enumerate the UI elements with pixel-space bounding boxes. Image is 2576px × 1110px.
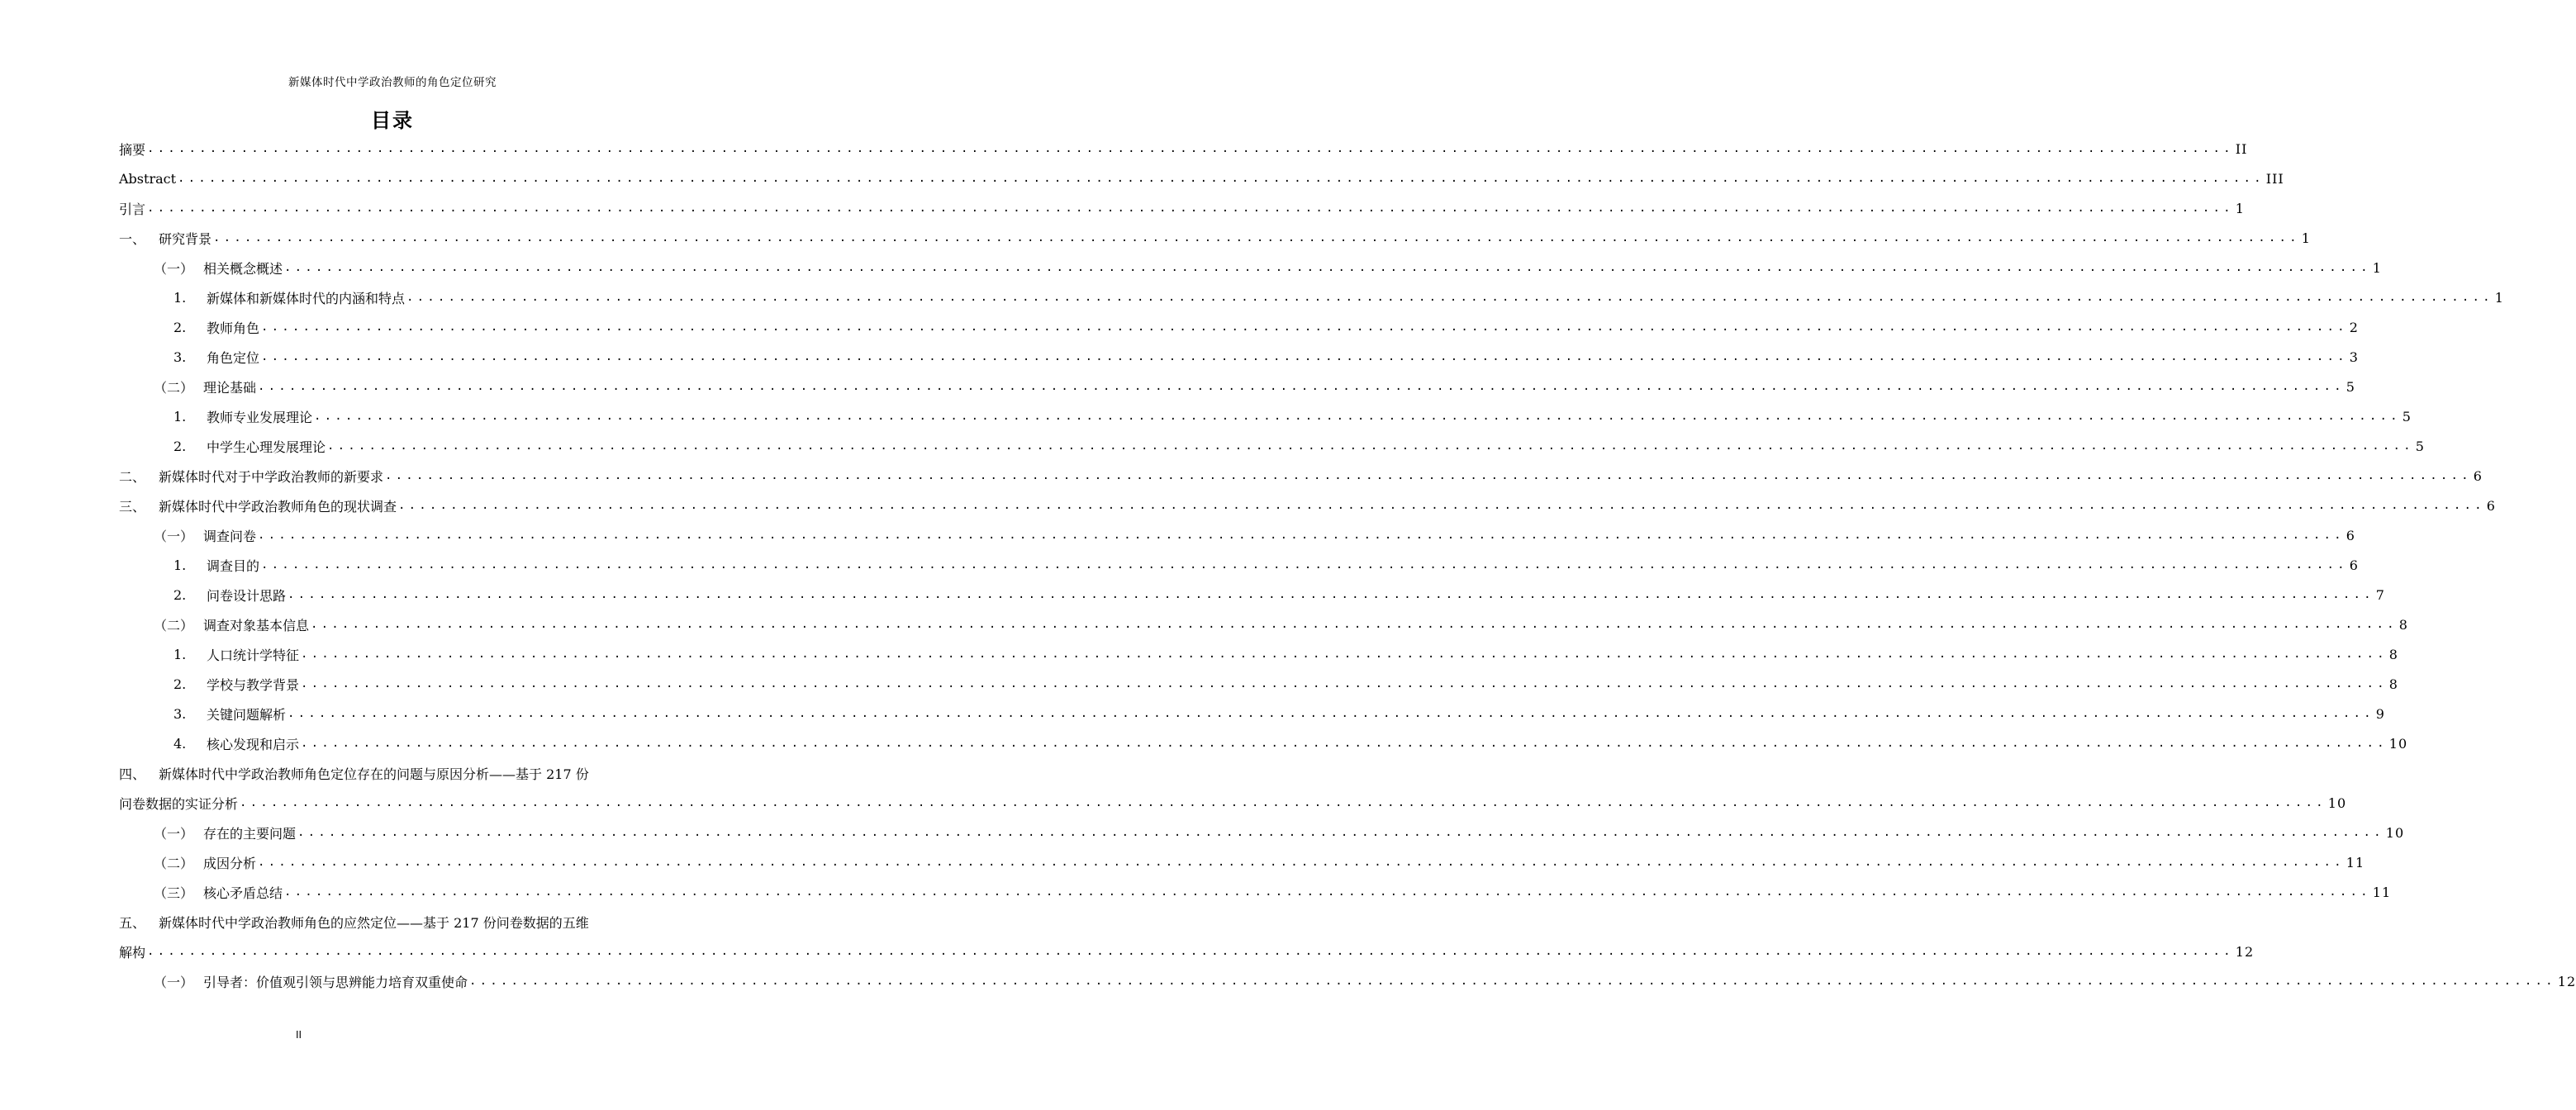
toc-entry-number: 一、 <box>119 230 146 247</box>
toc-leader-dots: ........................................................................................................................................................................................................ <box>147 945 2234 958</box>
toc-page-number: III <box>2265 170 2284 187</box>
toc-page-number: II <box>2235 140 2248 157</box>
toc-entry-number: 三、 <box>119 498 146 515</box>
toc-leader-dots: ........................................................................................................................................................................................................ <box>327 439 2414 453</box>
toc-entry[interactable] <box>119 193 2245 223</box>
toc-entry-title: 新媒体时代中学政治教师角色定位存在的问题与原因分析——基于 217 份 <box>159 766 589 782</box>
toc-entry-number: （一） <box>154 825 194 842</box>
toc-entry[interactable] <box>119 847 2365 877</box>
toc-leader-dots: ........................................................................................................................................................................................................ <box>240 796 2326 809</box>
toc-entry[interactable] <box>119 520 2355 550</box>
toc-page-number: 12 <box>2235 943 2255 960</box>
toc-page-number: 10 <box>2327 795 2347 811</box>
toc-leader-dots: ........................................................................................................................................................................................................ <box>261 558 2348 572</box>
toc-page-number: 8 <box>2398 616 2408 633</box>
toc-entry[interactable] <box>119 461 2483 491</box>
toc-page-number: 11 <box>2345 854 2365 870</box>
toc-leader-dots: ........................................................................................................................................................................................................ <box>288 707 2374 720</box>
toc-page-number: 8 <box>2388 676 2398 692</box>
toc-entry-title-cont: 问卷数据的实证分析 <box>119 795 239 812</box>
toc-leader-dots: ........................................................................................................................................................................................................ <box>284 261 2371 274</box>
toc-leader-dots: ........................................................................................................................................................................................................ <box>385 469 2472 482</box>
running-header: 新媒体时代中学政治教师的角色定位研究 <box>288 76 497 89</box>
toc-entry-number: 3. <box>173 349 187 365</box>
toc-leader-dots: ........................................................................................................................................................................................................ <box>301 737 2388 750</box>
toc-entry-line2[interactable] <box>119 937 2255 966</box>
toc-page-number: 7 <box>2375 586 2385 603</box>
toc-leader-dots: ........................................................................................................................................................................................................ <box>261 320 2348 334</box>
toc-entry-title: 教师角色 <box>207 320 260 336</box>
toc-entry-title: 理论基础 <box>203 379 257 396</box>
toc-entry-title: 问卷设计思路 <box>207 587 287 604</box>
toc-entry-title: 成因分析 <box>203 855 257 871</box>
toc-page-number: 8 <box>2388 646 2398 662</box>
toc-page-number: 2 <box>2349 319 2359 335</box>
toc-entry-line1[interactable] <box>119 907 666 937</box>
toc-entry-title: 学校与教学背景 <box>207 676 300 693</box>
toc-leader-dots: ........................................................................................................................................................................................................ <box>213 231 2300 244</box>
toc-page-number: 5 <box>2402 408 2412 425</box>
toc-entry-number: 二、 <box>119 468 146 485</box>
toc-entry-title: 引言 <box>119 201 146 217</box>
toc-entry[interactable] <box>119 164 2284 193</box>
toc-entry-number: （一） <box>154 528 194 544</box>
toc-page-number: 11 <box>2372 884 2392 900</box>
toc-entry[interactable] <box>119 134 2248 164</box>
toc-leader-dots: ........................................................................................................................................................................................................ <box>301 677 2388 690</box>
toc-entry[interactable] <box>119 342 2359 372</box>
toc-entry-number: （一） <box>154 260 194 277</box>
table-of-contents <box>119 134 2576 996</box>
toc-entry-title: 角色定位 <box>207 349 260 366</box>
toc-entry-number: 2. <box>173 438 187 454</box>
toc-page-number: 6 <box>2486 497 2496 514</box>
toc-entry[interactable] <box>119 491 2496 520</box>
toc-entry-title: 教师专业发展理论 <box>207 409 313 425</box>
toc-entry-title: 新媒体时代中学政治教师角色的应然定位——基于 217 份问卷数据的五维 <box>159 914 589 931</box>
toc-entry-title: 人口统计学特征 <box>207 647 300 663</box>
toc-entry-number: 五、 <box>119 914 146 931</box>
toc-leader-dots: ........................................................................................................................................................................................................ <box>288 588 2374 601</box>
toc-entry-title: 新媒体和新媒体时代的内涵和特点 <box>207 290 406 306</box>
toc-entry[interactable] <box>119 312 2359 342</box>
toc-entry-title: 新媒体时代中学政治教师角色的现状调查 <box>159 498 397 515</box>
toc-entry-title: 存在的主要问题 <box>203 825 297 842</box>
toc-page-number: 1 <box>2494 289 2504 306</box>
toc-entry-number: 1. <box>173 646 187 662</box>
toc-entry[interactable] <box>119 223 2311 253</box>
toc-entry-title: 调查问卷 <box>203 528 257 544</box>
toc-leader-dots: ........................................................................................................................................................................................................ <box>258 380 2345 393</box>
toc-page-number: 5 <box>2345 378 2355 395</box>
toc-entry-title-cont: 解构 <box>119 944 146 961</box>
toc-entry[interactable] <box>119 431 2425 461</box>
toc-entry-line1[interactable] <box>119 758 666 788</box>
toc-entry-title: 研究背景 <box>159 230 212 247</box>
toc-entry-number: 4. <box>173 735 187 752</box>
toc-leader-dots: ........................................................................................................................................................................................................ <box>258 529 2345 542</box>
toc-entry[interactable] <box>119 728 2408 758</box>
toc-entry-number: 1. <box>173 557 187 573</box>
toc-entry-number: 四、 <box>119 766 146 782</box>
toc-page-number: 6 <box>2345 527 2355 543</box>
toc-leader-dots: ........................................................................................................................................................................................................ <box>314 410 2401 423</box>
toc-entry-title: Abstract <box>119 170 177 187</box>
toc-entry[interactable] <box>119 966 2576 996</box>
toc-entry-title: 调查对象基本信息 <box>203 617 310 633</box>
toc-leader-dots: ........................................................................................................................................................................................................ <box>147 202 2234 215</box>
toc-entry[interactable] <box>119 401 2412 431</box>
toc-entry-title: 调查目的 <box>207 557 260 574</box>
toc-leader-dots: ........................................................................................................................................................................................................ <box>178 172 2265 185</box>
toc-entry-number: 2. <box>173 586 187 603</box>
toc-entry[interactable] <box>119 610 2408 639</box>
toc-entry[interactable] <box>119 699 2385 728</box>
toc-entry-number: （三） <box>154 885 194 901</box>
toc-entry-number: （一） <box>154 974 194 990</box>
toc-entry-number: 2. <box>173 676 187 692</box>
toc-entry-number: 1. <box>173 289 187 306</box>
page-number: II <box>296 1029 302 1041</box>
toc-leader-dots: ........................................................................................................................................................................................................ <box>301 648 2388 661</box>
toc-page-number: 9 <box>2375 705 2385 722</box>
toc-leader-dots: ........................................................................................................................................................................................................ <box>398 499 2485 512</box>
toc-entry-line2[interactable] <box>119 788 2347 818</box>
toc-entry-title: 引导者：价值观引领与思辨能力培育双重使命 <box>203 974 468 990</box>
toc-entry[interactable] <box>119 669 2398 699</box>
page-title: 目录 <box>371 109 414 132</box>
toc-entry-number: 2. <box>173 319 187 335</box>
toc-entry-title: 摘要 <box>119 141 146 158</box>
toc-entry-title: 关键问题解析 <box>207 706 287 723</box>
toc-entry[interactable] <box>119 282 2504 312</box>
toc-entry-number: （二） <box>154 855 194 871</box>
toc-entry[interactable] <box>119 639 2398 669</box>
toc-page-number: 5 <box>2415 438 2425 454</box>
toc-page-number: 3 <box>2349 349 2359 365</box>
toc-entry[interactable] <box>119 253 2382 282</box>
toc-leader-dots: ........................................................................................................................................................................................................ <box>311 618 2398 631</box>
toc-entry-title: 核心矛盾总结 <box>203 885 283 901</box>
toc-entry[interactable] <box>119 877 2392 907</box>
toc-leader-dots: ........................................................................................................................................................................................................ <box>469 975 2556 988</box>
toc-leader-dots: ........................................................................................................................................................................................................ <box>258 856 2345 869</box>
toc-leader-dots: ........................................................................................................................................................................................................ <box>297 826 2384 839</box>
toc-leader-dots: ........................................................................................................................................................................................................ <box>147 142 2234 155</box>
toc-entry-title: 核心发现和启示 <box>207 736 300 752</box>
toc-page-number: 1 <box>2301 230 2311 246</box>
toc-page-number: 1 <box>2235 200 2245 216</box>
toc-leader-dots: ........................................................................................................................................................................................................ <box>261 350 2348 363</box>
toc-leader-dots: ........................................................................................................................................................................................................ <box>406 291 2493 304</box>
toc-entry[interactable] <box>119 818 2405 847</box>
toc-entry-number: 1. <box>173 408 187 425</box>
toc-entry-number: （二） <box>154 379 194 396</box>
toc-leader-dots: ........................................................................................................................................................................................................ <box>284 885 2371 899</box>
toc-entry[interactable] <box>119 580 2385 610</box>
toc-entry[interactable] <box>119 550 2359 580</box>
toc-page-number: 12 <box>2557 973 2576 989</box>
toc-page-number: 6 <box>2473 467 2483 484</box>
toc-page-number: 1 <box>2372 259 2382 276</box>
toc-entry-number: 3. <box>173 705 187 722</box>
toc-entry-number: （二） <box>154 617 194 633</box>
toc-entry-title: 新媒体时代对于中学政治教师的新要求 <box>159 468 384 485</box>
toc-entry[interactable] <box>119 372 2355 401</box>
toc-page-number: 10 <box>2388 735 2408 752</box>
toc-page-number: 6 <box>2349 557 2359 573</box>
toc-entry-title: 相关概念概述 <box>203 260 283 277</box>
toc-page-number: 10 <box>2385 824 2405 841</box>
toc-entry-title: 中学生心理发展理论 <box>207 439 326 455</box>
